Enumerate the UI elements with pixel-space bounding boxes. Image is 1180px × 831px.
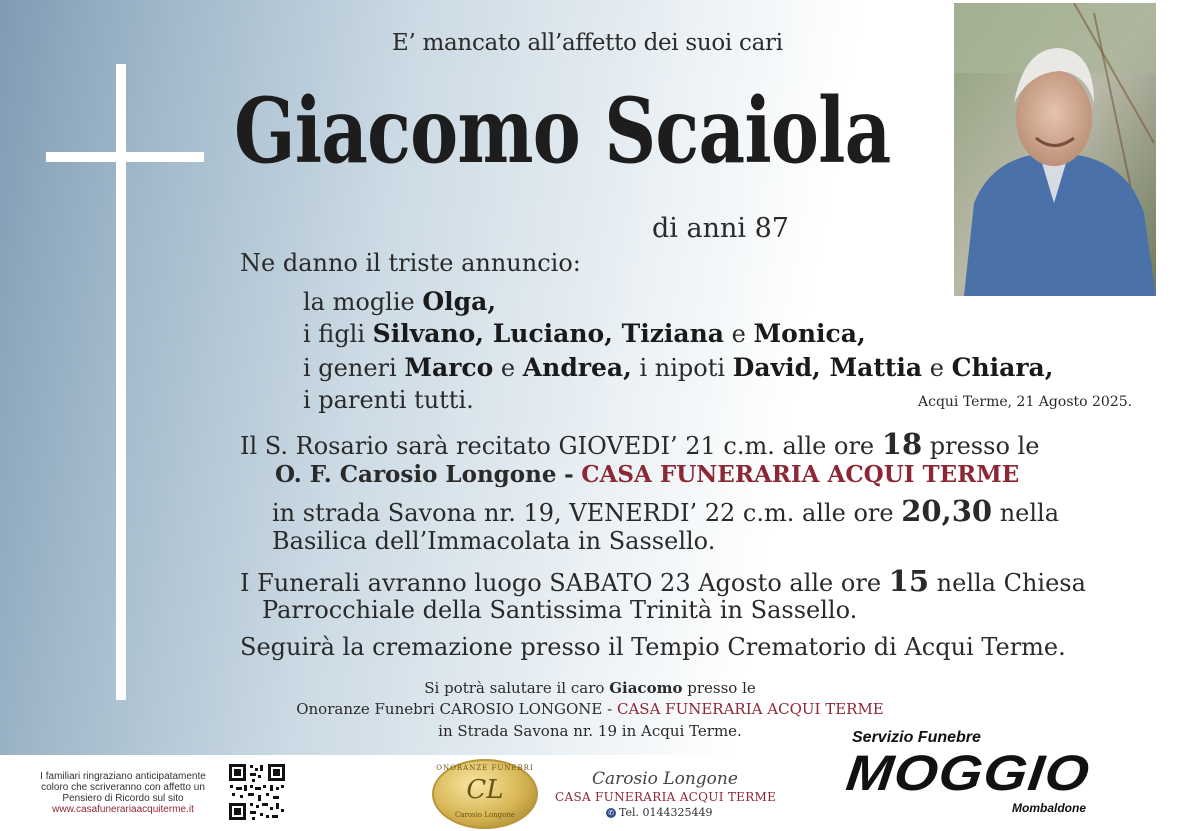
separator: - <box>564 461 574 488</box>
deceased-name: Giacomo Scaiola <box>234 78 891 184</box>
greet-name: Giacomo <box>609 679 683 697</box>
rosary-hour: 18 <box>881 427 923 461</box>
child-last-name: Monica, <box>753 319 866 348</box>
place-date: Acqui Terme, 21 Agosto 2025. <box>918 394 1133 410</box>
carosio-longone-title: Carosio Longone <box>592 769 738 789</box>
conjunction: e <box>731 320 746 348</box>
funeral-hour: 15 <box>888 564 930 598</box>
announce-text: Ne danno il triste annuncio: <box>240 249 581 277</box>
greet-text: Si potrà salutare il caro <box>424 679 605 697</box>
moggio-logo: MOGGIO <box>843 745 1094 801</box>
rosary-line-1 <box>240 427 1039 461</box>
conjunction: e <box>929 354 944 382</box>
rosary-text: presso le <box>929 432 1040 460</box>
servizio-funebre-label: Servizio Funebre <box>852 729 981 746</box>
family-label: i figli <box>303 320 366 348</box>
funeral-line-1 <box>240 564 1086 598</box>
son-in-law-name: Andrea, <box>522 353 632 382</box>
greet-text: presso le <box>687 679 756 697</box>
family-line-relatives <box>303 353 1053 382</box>
conjunction: e <box>500 354 516 382</box>
deceased-photo <box>954 3 1156 296</box>
rosary-text: in strada Savona nr. 19, VENERDI’ 22 c.m. alle ore <box>272 499 894 527</box>
mass-hour: 20,30 <box>901 494 993 528</box>
funeral-home-name: O. F. Carosio Longone <box>275 461 557 488</box>
greet-casa-name: CASA FUNERARIA ACQUI TERME <box>617 700 884 718</box>
funeral-line-2: Parrocchiale della Santissima Trinità in Sassello. <box>262 596 858 624</box>
wife-name: Olga, <box>422 287 497 316</box>
rosary-text: Il S. Rosario sarà recitato GIOVEDI’ 21 c.m. alle ore <box>240 432 875 460</box>
funeral-text: nella Chiesa <box>936 569 1086 597</box>
thanks-message: I familiari ringraziano anticipatamente coloro che scriveranno con affetto un Pensiero di Ricordo sul sito <box>40 771 206 804</box>
phone-icon: ✆ <box>606 808 616 818</box>
nephews-names: David, Mattia <box>732 353 923 382</box>
logo-top-text: ONORANZE FUNEBRI <box>436 764 534 772</box>
rosary-line-2 <box>275 460 1019 488</box>
nephew-last-name: Chiara, <box>951 353 1054 382</box>
family-label: la moglie <box>303 288 415 316</box>
funeral-text: I Funerali avranno luogo SABATO 23 Agosto alle ore <box>240 569 882 597</box>
greet-line-3: in Strada Savona nr. 19 in Acqui Terme. <box>438 722 742 740</box>
family-line-wife <box>303 287 496 316</box>
rosary-text: nella <box>999 499 1060 527</box>
cross-icon-horizontal <box>46 152 204 162</box>
qr-code-icon[interactable] <box>228 763 286 821</box>
intro-text: E’ mancato all’affetto dei suoi cari <box>392 30 783 56</box>
greet-line-1 <box>0 679 1180 697</box>
children-names: Silvano, Luciano, Tiziana <box>372 319 725 348</box>
age-text: di anni 87 <box>652 213 789 244</box>
carosio-longone-logo <box>432 759 538 829</box>
greet-text: Onoranze Funebri CAROSIO LONGONE - <box>296 700 613 718</box>
phone-number: Tel. 0144325449 <box>619 806 713 819</box>
phone-line <box>606 806 713 819</box>
greet-line-2 <box>0 700 1180 718</box>
family-label: i generi <box>303 354 397 382</box>
son-in-law-name: Marco <box>404 353 494 382</box>
mombaldone-label: Mombaldone <box>1012 801 1086 815</box>
rosary-line-4: Basilica dell’Immacolata in Sassello. <box>272 527 716 555</box>
logo-initials: CL <box>466 775 504 805</box>
casa-funeraria-name: CASA FUNERARIA ACQUI TERME <box>581 461 1020 488</box>
cremation-text: Seguirà la cremazione presso il Tempio Crematorio di Acqui Terme. <box>240 633 1066 661</box>
thanks-text <box>28 771 218 815</box>
website-link[interactable]: www.casafunerariaacquiterme.it <box>52 804 194 815</box>
family-line-relatives-all: i parenti tutti. <box>303 386 474 414</box>
family-line-children <box>303 319 866 348</box>
footer-casa-funeraria: CASA FUNERARIA ACQUI TERME <box>555 790 777 804</box>
rosary-line-3 <box>272 494 1059 528</box>
logo-bottom-text: Carosio Longone <box>454 811 516 819</box>
family-label: i nipoti <box>639 354 726 382</box>
